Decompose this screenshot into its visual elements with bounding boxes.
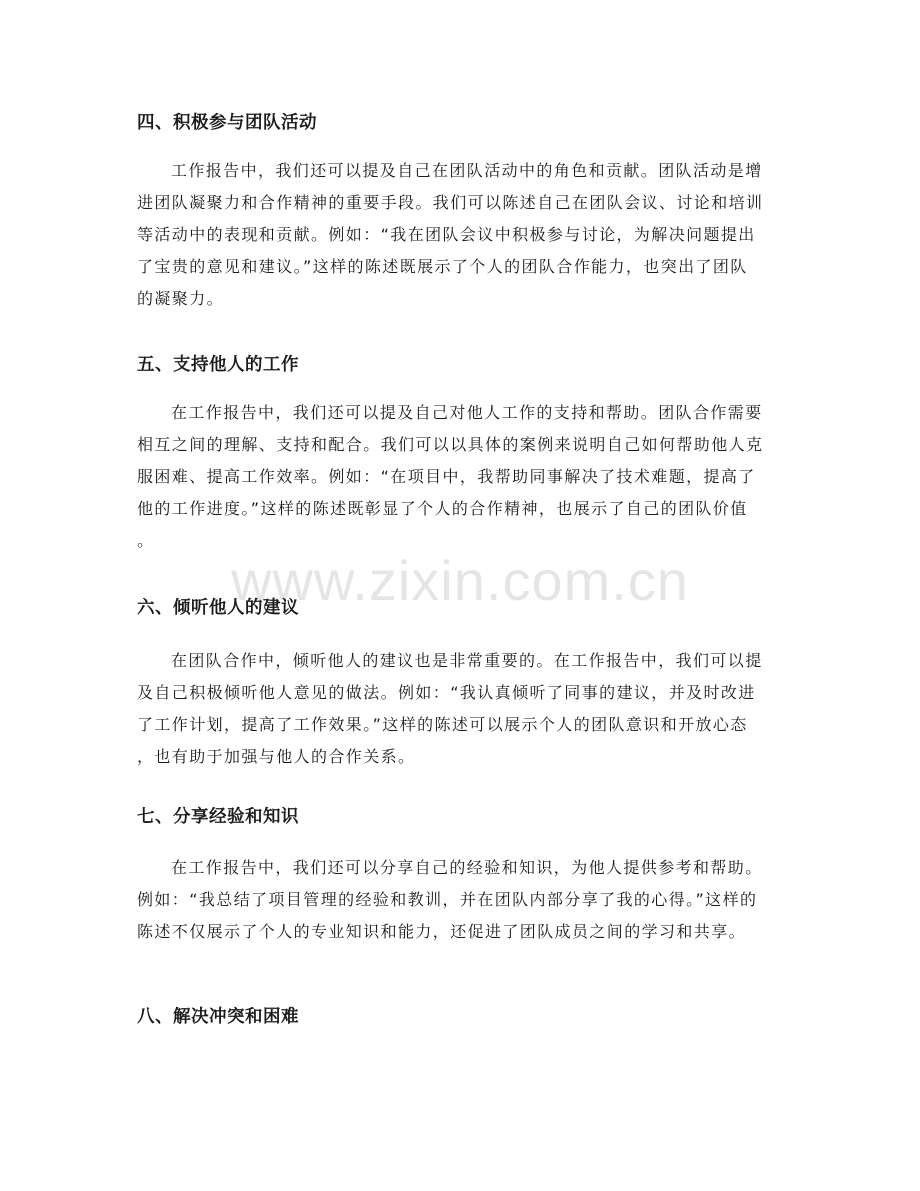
paragraph-line: 工作报告中，我们还可以提及自己在团队活动中的角色和贡献。团队活动是增 [171, 161, 763, 180]
paragraph-line: ，也有助于加强与他人的合作关系。 [137, 747, 416, 766]
section-heading: 七、分享经验和知识 [137, 807, 299, 827]
paragraph-line: 等活动中的表现和贡献。例如：“我在团队会议中积极参与讨论，为解决问题提出 [137, 225, 756, 244]
paragraph-line: 服困难、提高工作效率。例如：“在项目中，我帮助同事解决了技术难题，提高了 [137, 467, 756, 486]
paragraph-line: 在团队合作中，倾听他人的建议也是非常重要的。在工作报告中，我们可以提 [171, 651, 763, 670]
section-paragraph [137, 852, 787, 948]
paragraph-line: 在工作报告中，我们还可以提及自己对他人工作的支持和帮助。团队合作需要 [171, 403, 763, 422]
section-heading: 六、倾听他人的建议 [137, 598, 299, 618]
watermark: www.zixin.com.cn [231, 549, 689, 612]
section-paragraph [137, 645, 787, 773]
paragraph-line: 相互之间的理解、支持和配合。我们可以以具体的案例来说明自己如何帮助他人克 [137, 435, 764, 454]
paragraph-line: 例如：“我总结了项目管理的经验和教训，并在团队内部分享了我的心得。”这样的 [137, 890, 758, 909]
paragraph-line: 他的工作进度。”这样的陈述既彰显了个人的合作精神，也展示了自己的团队价值 [137, 499, 748, 518]
paragraph-line: 进团队凝聚力和合作精神的重要手段。我们可以陈述自己在团队会议、讨论和培训 [137, 193, 764, 212]
paragraph-line: 陈述不仅展示了个人的专业知识和能力，还促进了团队成员之间的学习和共享。 [137, 922, 747, 941]
paragraph-line: 了工作计划，提高了工作效果。”这样的陈述可以展示个人的团队意识和开放心态 [137, 715, 748, 734]
section-paragraph [137, 397, 787, 557]
section-heading: 五、支持他人的工作 [137, 355, 299, 375]
section-heading: 八、解决冲突和困难 [137, 1007, 299, 1027]
paragraph-line: 在工作报告中，我们还可以分享自己的经验和知识，为他人提供参考和帮助。 [171, 858, 763, 877]
section-paragraph [137, 155, 787, 315]
paragraph-line: 及自己积极倾听他人意见的做法。例如：“我认真倾听了同事的建议，并及时改进 [137, 683, 756, 702]
paragraph-line: 。 [137, 531, 155, 550]
paragraph-line: 的凝聚力。 [137, 289, 225, 308]
paragraph-line: 了宝贵的意见和建议。”这样的陈述既展示了个人的团队合作能力，也突出了团队 [137, 257, 748, 276]
section-heading: 四、积极参与团队活动 [137, 113, 317, 133]
